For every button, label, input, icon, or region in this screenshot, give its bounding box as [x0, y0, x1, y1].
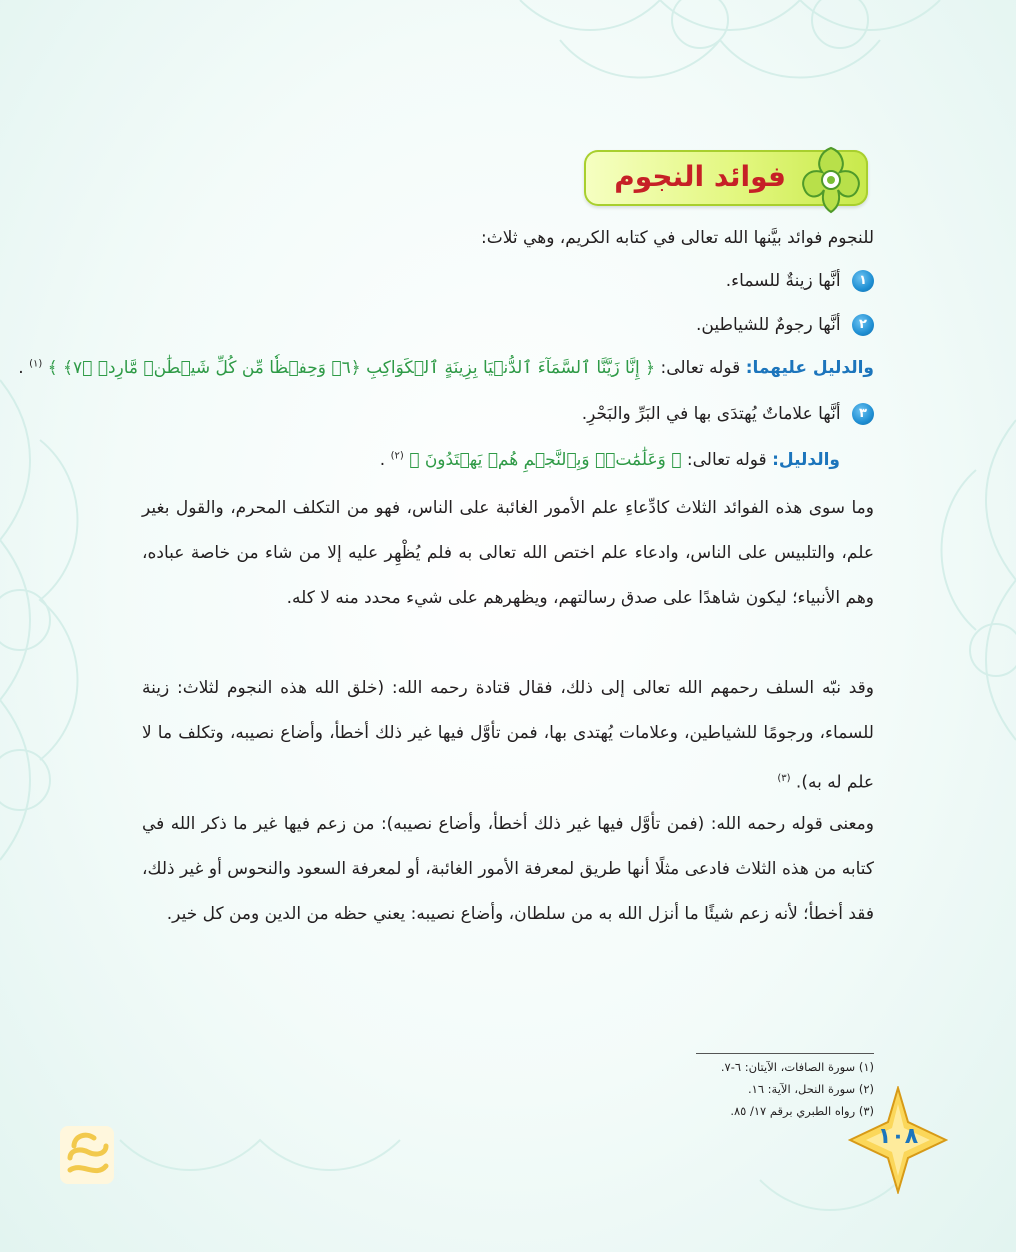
ayah-text: إِنَّا زَيَّنَّا ٱلسَّمَآءَ ٱلدُّنۡيَا بِزِينَةٍ ٱلۡكَوَاكِبِ ﴿٦﴾ وَحِفۡظٗا مِّن كُلِّ شَيۡطَٰنٖ مَّارِدٖ ﴿٧﴾	[63, 358, 640, 378]
footnote-ref: (٣)	[777, 773, 791, 784]
paragraph-3: ومعنى قوله رحمه الله: (فمن تأوَّل فيها غير ذلك أخطأ، وأضاع نصيبه): من زعم فيها غير ما ذكر الله في كتابه من هذه الثلاث فادعى مثلًا أنها طريق لمعرفة الأمور الغائبة، أو لمعرفة السعود والنحوس أو غير ذلك، فقد أخطأ؛ لأنه زعم شيئًا ما أنزل الله به من سلطان، وأضاع نصيبه: يعني حظه من الدين ومن كل خير.	[142, 814, 874, 924]
evidence-lead: قوله تعالى:	[686, 450, 767, 470]
number-badge: ٢	[852, 314, 874, 336]
evidence-label: والدليل:	[772, 450, 840, 470]
footnote-3: (٣) رواه الطبري برقم ١٧/ ٨٥.	[730, 1104, 874, 1118]
point-3	[582, 403, 874, 425]
page-number: ١٠٨	[877, 1124, 919, 1149]
paragraph-text: وقد نبّه السلف رحمهم الله تعالى إلى ذلك، فقال قتادة رحمه الله: (خلق الله هذه النجوم لثلاث: زينة للسماء، ورجومًا للشياطين، وعلامات يُهتدى بها، فمن تأوَّل فيها غير ذلك أخطأ، وأضاع نصيبه، وتكلف ما لا علم له به).	[142, 678, 874, 793]
number-badge: ١	[852, 270, 874, 292]
footnote-ref: (١)	[29, 358, 43, 370]
number-badge: ٣	[852, 403, 874, 425]
point-2	[696, 314, 874, 336]
floral-ornament-icon	[794, 142, 868, 214]
evidence-lead: قوله تعالى:	[660, 358, 741, 378]
ayah-bracket-open: ﴿	[645, 358, 656, 378]
evidence-2	[380, 450, 840, 470]
footnote-1: (١) سورة الصافات، الآيتان: ٦-٧.	[720, 1060, 874, 1074]
sentence-end: .	[18, 358, 24, 378]
point-1	[726, 270, 874, 292]
ayah-text: وَعَلَٰمَٰتٖۚ وَبِٱلنَّجۡمِ هُمۡ يَهۡتَدُونَ	[424, 450, 666, 470]
ayah-bracket-open: ﴿	[671, 450, 682, 470]
paragraph-1: وما سوى هذه الفوائد الثلاث كادِّعاءِ علم الأمور الغائبة على الناس، فهو من التكلف المحرم، والقول بغير علم، والتلبيس على الناس، وادعاء علم اختص الله تعالى به فلم يُظْهِر عليه إلا من شاء من خاصة عباده، وهم الأنبياء؛ ليكون شاهدًا على صدق رسالتهم، ويظهرهم على شيء محدد منه لا كله.	[142, 498, 874, 608]
paragraph-2	[142, 666, 874, 806]
point-text: أنَّها رجومٌ للشياطين.	[696, 315, 841, 335]
ayah-bracket-close: ﴾	[409, 450, 420, 470]
page-title: فوائد النجوم	[614, 160, 786, 193]
footnote-2: (٢) سورة النحل، الآية: ١٦.	[748, 1082, 874, 1096]
publisher-logo-icon	[56, 1122, 118, 1188]
point-text: أنَّها علاماتٌ يُهتدَى بها في البَرِّ والبَحْرِ.	[581, 404, 841, 424]
evidence-label: والدليل عليهما:	[745, 358, 874, 378]
evidence-1	[18, 357, 874, 378]
ayah-bracket-close: ﴾	[47, 358, 58, 378]
footnote-divider	[696, 1053, 874, 1054]
sentence-end: .	[379, 450, 386, 470]
footnote-ref: (٢)	[390, 450, 404, 462]
intro-text: للنجوم فوائد بيَّنها الله تعالى في كتابه الكريم، وهي ثلاث:	[481, 228, 874, 248]
point-text: أنَّها زينةٌ للسماء.	[725, 271, 841, 291]
